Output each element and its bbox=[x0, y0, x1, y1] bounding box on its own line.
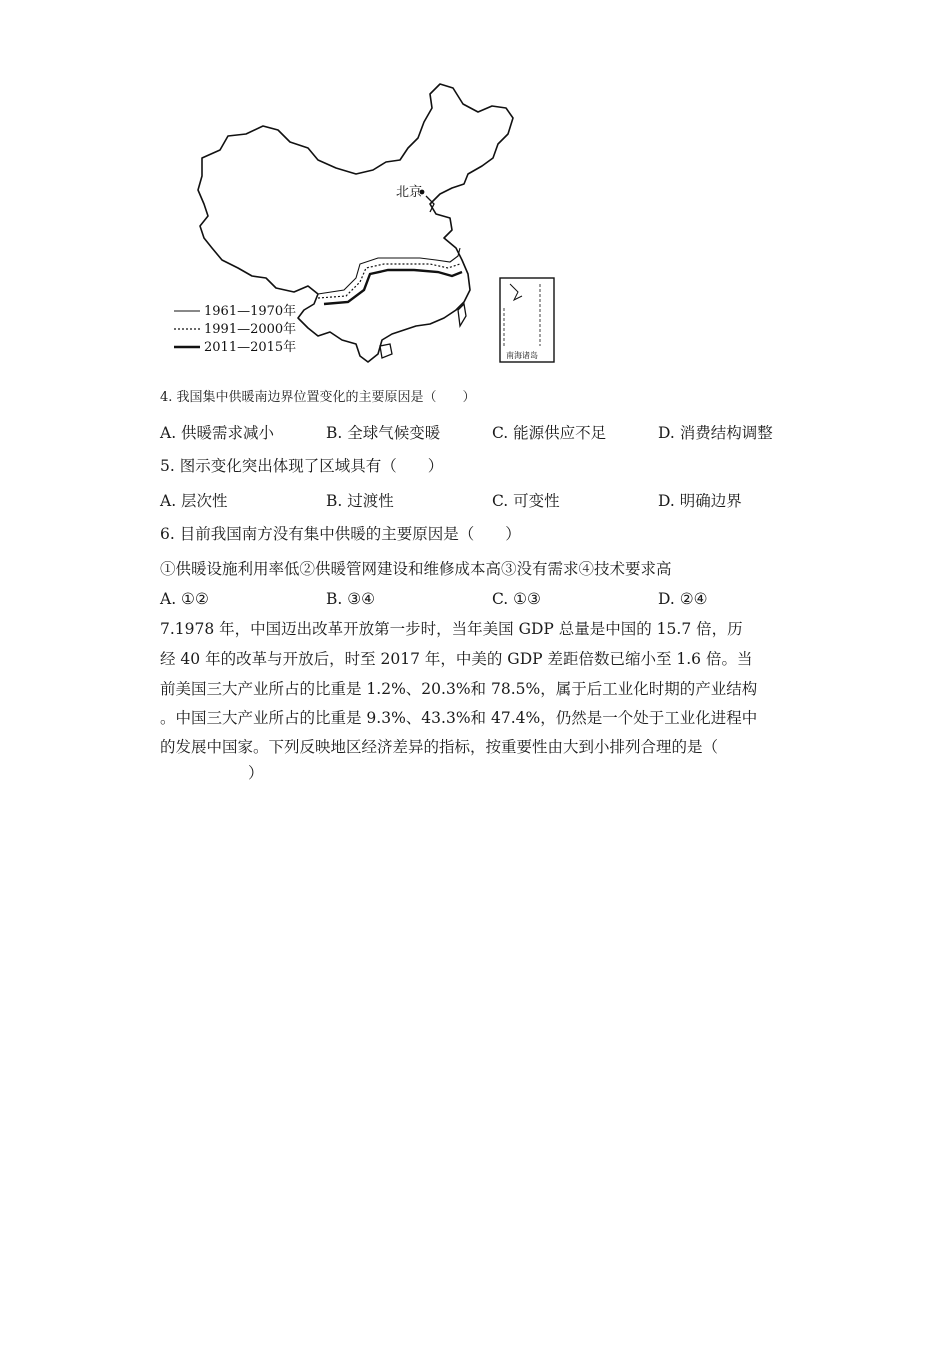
q5-option-d[interactable]: D. 明确边界 bbox=[658, 492, 742, 510]
q5-option-b[interactable]: B. 过渡性 bbox=[326, 492, 394, 510]
q4-option-b[interactable]: B. 全球气候变暖 bbox=[326, 424, 441, 442]
question-4-stem: 4. 我国集中供暖南边界位置变化的主要原因是（ ） bbox=[160, 390, 476, 405]
china-heating-boundary-map bbox=[168, 78, 568, 370]
question-5-stem: 5. 图示变化突出体现了区域具有（ ） bbox=[160, 457, 444, 475]
china-outline bbox=[198, 84, 513, 362]
map-legend bbox=[174, 303, 296, 355]
q5-option-a[interactable]: A. 层次性 bbox=[160, 492, 228, 510]
q4-option-c[interactable]: C. 能源供应不足 bbox=[492, 424, 607, 442]
question-6-stem: 6. 目前我国南方没有集中供暖的主要原因是（ ） bbox=[160, 525, 521, 543]
q6-option-c[interactable]: C. ①③ bbox=[492, 590, 541, 608]
boundary-2011-2015 bbox=[324, 270, 462, 304]
question-7-line: ） bbox=[248, 764, 264, 782]
question-7-line: 的发展中国家。下列反映地区经济差异的指标，按重要性由大到小排列合理的是（ bbox=[160, 738, 719, 756]
legend-label: 1961—1970年 bbox=[204, 304, 297, 319]
legend-label: 2011—2015年 bbox=[204, 340, 297, 355]
beijing-label: 北京 bbox=[396, 185, 423, 200]
inset-label: 南海诸岛 bbox=[506, 351, 538, 360]
q4-option-a[interactable]: A. 供暖需求减小 bbox=[160, 424, 275, 442]
q6-option-d[interactable]: D. ②④ bbox=[658, 590, 708, 608]
q4-option-d[interactable]: D. 消费结构调整 bbox=[658, 424, 773, 442]
hainan-island bbox=[380, 344, 392, 358]
question-7-line: 。中国三大产业所占的比重是 9.3%、43.3%和 47.4%，仍然是一个处于工业化进程中 bbox=[160, 709, 758, 727]
question-6-statements: ①供暖设施利用率低②供暖管网建设和维修成本高③没有需求④技术要求高 bbox=[160, 560, 672, 578]
q6-option-a[interactable]: A. ①② bbox=[160, 590, 209, 608]
q6-option-b[interactable]: B. ③④ bbox=[326, 590, 376, 608]
question-7-line: 前美国三大产业所占的比重是 1.2%、20.3%和 78.5%，属于后工业化时期的产业结构 bbox=[160, 680, 758, 698]
south-china-sea-inset bbox=[500, 278, 554, 362]
legend-label: 1991—2000年 bbox=[204, 322, 297, 337]
question-7-line: 7.1978 年，中国迈出改革开放第一步时，当年美国 GDP 总量是中国的 15.7 倍，历 bbox=[160, 620, 743, 638]
question-7-line: 经 40 年的改革与开放后，时至 2017 年，中美的 GDP 差距倍数已缩小至 1.6 倍。当 bbox=[160, 650, 753, 668]
q5-option-c[interactable]: C. 可变性 bbox=[492, 492, 560, 510]
